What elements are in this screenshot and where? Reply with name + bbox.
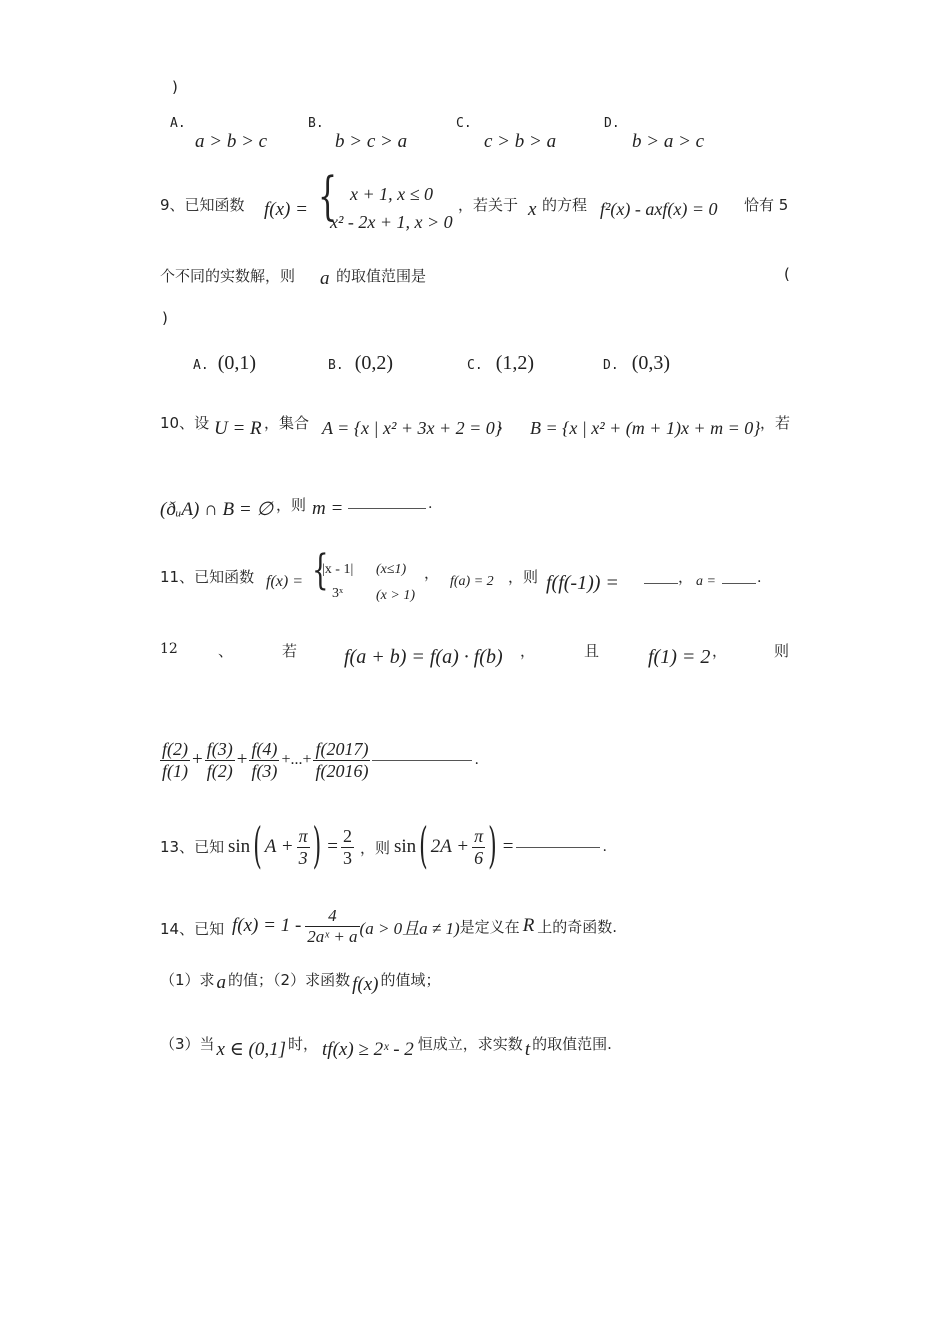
frac-denominator: f(2016)	[315, 760, 369, 781]
q11-case1-cond: (x≤1)	[376, 562, 407, 577]
q12-frac-2	[205, 739, 235, 781]
q8-option-c	[456, 112, 556, 153]
left-paren: (	[253, 819, 262, 875]
q14-number: 14、已知	[160, 920, 225, 938]
q11-answer-blank-2[interactable]	[722, 583, 756, 584]
q9-option-a	[193, 352, 256, 375]
option-value: (0,1)	[217, 352, 257, 374]
q9-close-paren: )	[162, 309, 168, 327]
q13-pi-over-3	[297, 826, 310, 868]
q14-function	[232, 906, 617, 946]
q11-a: a =	[696, 574, 716, 589]
q13-end: .	[602, 839, 607, 856]
q11-fx: f(x) =	[266, 573, 303, 590]
right-paren: )	[488, 819, 497, 875]
frac-numerator: f(2)	[162, 739, 188, 759]
q10-set-b: B = {x | x² + (m + 1)x + m = 0}	[530, 418, 761, 438]
q14-p3c: 恒成立，求实数	[417, 1035, 523, 1053]
frac-numerator: f(3)	[206, 739, 233, 759]
q10-text3: ，则	[276, 496, 307, 514]
frac-numerator: f(4)	[251, 739, 278, 759]
q12-ze: 则	[774, 642, 790, 660]
q11-end: .	[757, 570, 762, 586]
plus-sign: +	[236, 749, 248, 771]
q14-fx: f(x) = 1 -	[232, 915, 302, 937]
q11-case1: |x - 1|	[322, 562, 354, 577]
q10-universe: U = R	[214, 418, 262, 439]
q11-number: 11、已知函数	[160, 568, 255, 586]
q9-text3: 恰有 5	[744, 196, 789, 214]
q10-text1: ，集合	[264, 414, 310, 432]
option-label: A.	[170, 116, 186, 131]
frac-numerator: π	[298, 826, 308, 846]
q13-arg1: A +	[264, 836, 294, 858]
q12-eq1: f(a + b) = f(a) · f(b)	[344, 646, 503, 668]
q9-fx: f(x) =	[264, 199, 308, 220]
equals-sign: =	[327, 836, 338, 858]
frac-numerator: 2	[342, 826, 352, 846]
q9-var-a: a	[320, 268, 330, 289]
option-value: (0,2)	[354, 352, 394, 374]
frac-numerator: 4	[305, 906, 359, 927]
q14-p1c: 的值域；	[380, 970, 441, 989]
q14-fraction	[305, 906, 359, 946]
q10-number: 10、设	[160, 414, 210, 432]
q12-answer-blank[interactable]	[372, 760, 472, 761]
q10-m: m =	[312, 498, 344, 519]
option-value: c > b > a	[484, 131, 557, 152]
q9-text1: ，若关于	[458, 196, 519, 214]
option-label: C.	[467, 358, 483, 373]
frac-numerator: f(2017)	[315, 739, 369, 759]
q12-frac-4	[313, 739, 370, 781]
q11-brace: {	[312, 547, 329, 595]
q8-option-a	[170, 112, 267, 153]
q13-number: 13、已知	[160, 838, 225, 856]
frac-denominator: 3	[298, 847, 308, 868]
option-value: b > c > a	[335, 131, 408, 152]
frac-denominator: 3	[342, 847, 352, 868]
q9-var-x: x	[528, 199, 537, 220]
plus-sign: +	[192, 749, 203, 771]
option-value: a > b > c	[195, 131, 268, 152]
option-value: b > a > c	[632, 131, 705, 152]
q14-p3-range: x ∈ (0,1]	[216, 1039, 287, 1060]
q9-option-c	[467, 352, 534, 375]
q13-two-thirds	[341, 826, 354, 868]
q12-sep: ，	[520, 642, 536, 660]
q13-answer-blank[interactable]	[516, 847, 600, 848]
q9-line2a: 个不同的实数解，则	[160, 267, 296, 285]
q14-p3b: 时，	[288, 1035, 319, 1053]
q12-eq2: f(1) = 2	[648, 646, 711, 668]
q12-sep2: ，	[712, 642, 728, 660]
q14-part3	[160, 1032, 612, 1060]
q9-brace: {	[318, 167, 338, 228]
q12-end: .	[474, 752, 479, 769]
q14-p3d: 的取值范围.	[532, 1035, 612, 1053]
option-label: D.	[604, 116, 620, 131]
q12-qie: 且	[584, 642, 600, 660]
option-value: (1,2)	[495, 352, 535, 374]
left-paren: (	[419, 819, 428, 875]
q11-sep: ，	[424, 564, 440, 582]
ellipsis-sign: +...+	[281, 751, 312, 769]
equals-sign: =	[502, 836, 514, 858]
frac-denominator: f(1)	[162, 760, 188, 781]
q14-text1: 是定义在	[459, 917, 520, 936]
q9-case2: x² - 2x + 1, x > 0	[330, 212, 453, 232]
q11-text1: ，则	[508, 568, 539, 586]
q14-p1a: （1）求	[160, 970, 215, 989]
q10-answer-blank[interactable]	[348, 508, 426, 509]
q12-ruo: 若	[282, 642, 298, 660]
q14-part1	[160, 968, 441, 995]
option-label: D.	[603, 358, 619, 373]
q9-equation: f²(x) - axf(x) = 0	[600, 199, 718, 219]
q12-punct: 、	[218, 642, 234, 660]
q10-end: .	[428, 496, 433, 512]
q14-p1-var: a	[216, 972, 227, 993]
option-label: C.	[456, 116, 472, 131]
right-paren: )	[312, 819, 322, 875]
q11-ask: f(f(-1)) =	[546, 572, 619, 594]
q9-option-d	[603, 352, 670, 375]
q9-text2: 的方程	[542, 196, 588, 214]
frac-numerator: π	[474, 826, 484, 846]
q11-answer-blank-1[interactable]	[644, 583, 678, 584]
option-label: A.	[193, 358, 209, 373]
sin-function: sin	[228, 836, 251, 858]
q12-frac-3	[249, 739, 279, 781]
q12-expression	[160, 739, 479, 781]
q14-p3-ineq: tf(x) ≥ 2ˣ - 2	[322, 1038, 414, 1060]
frac-denominator: f(3)	[251, 760, 278, 781]
q10-condition: (ðᵤA) ∩ B = ∅	[160, 499, 274, 520]
option-value: (0,3)	[631, 352, 671, 374]
q11-case2-cond: (x > 1)	[376, 588, 415, 603]
sin-function: sin	[393, 836, 417, 858]
q13-arg2: 2A +	[430, 836, 470, 858]
q14-condition: (a > 0且a ≠ 1)	[359, 918, 460, 938]
q9-number: 9、已知函数	[160, 196, 245, 214]
q13-text1: ，则	[359, 838, 390, 857]
q9-option-b	[328, 352, 393, 375]
q10-sep: ，	[498, 414, 514, 432]
frac-denominator: 6	[474, 847, 484, 868]
q8-option-b	[308, 112, 407, 153]
q10-text2: ，若	[760, 414, 791, 432]
q12-frac-1	[160, 739, 190, 781]
option-label: B.	[308, 116, 324, 131]
q8-close-paren: )	[172, 78, 178, 96]
q14-p1b: 的值；（2）求函数	[228, 970, 351, 989]
q9-line2b: 的取值范围是	[336, 267, 427, 285]
q8-option-d	[604, 112, 704, 153]
q10-set-a: A = {x | x² + 3x + 2 = 0}	[322, 418, 502, 438]
q14-p1-f: f(x)	[352, 974, 379, 995]
q12-number: 12	[160, 641, 178, 657]
q11-given: f(a) = 2	[450, 574, 494, 589]
q14-text2: 上的奇函数.	[537, 917, 618, 936]
frac-denominator: f(2)	[206, 760, 233, 781]
q14-R: R	[522, 915, 535, 937]
q14-p3a: （3）当	[160, 1035, 215, 1053]
q14-p3-var: t	[524, 1038, 531, 1060]
option-label: B.	[328, 358, 344, 373]
q11-sep2: ，	[678, 568, 694, 586]
q11-case2: 3ˣ	[332, 586, 344, 601]
q13-pi-over-6	[472, 826, 485, 868]
q9-case1: x + 1, x ≤ 0	[350, 184, 434, 204]
frac-denominator: 2aˣ + a	[307, 926, 358, 946]
q13-given	[228, 819, 607, 875]
q9-open-paren: (	[784, 265, 790, 283]
